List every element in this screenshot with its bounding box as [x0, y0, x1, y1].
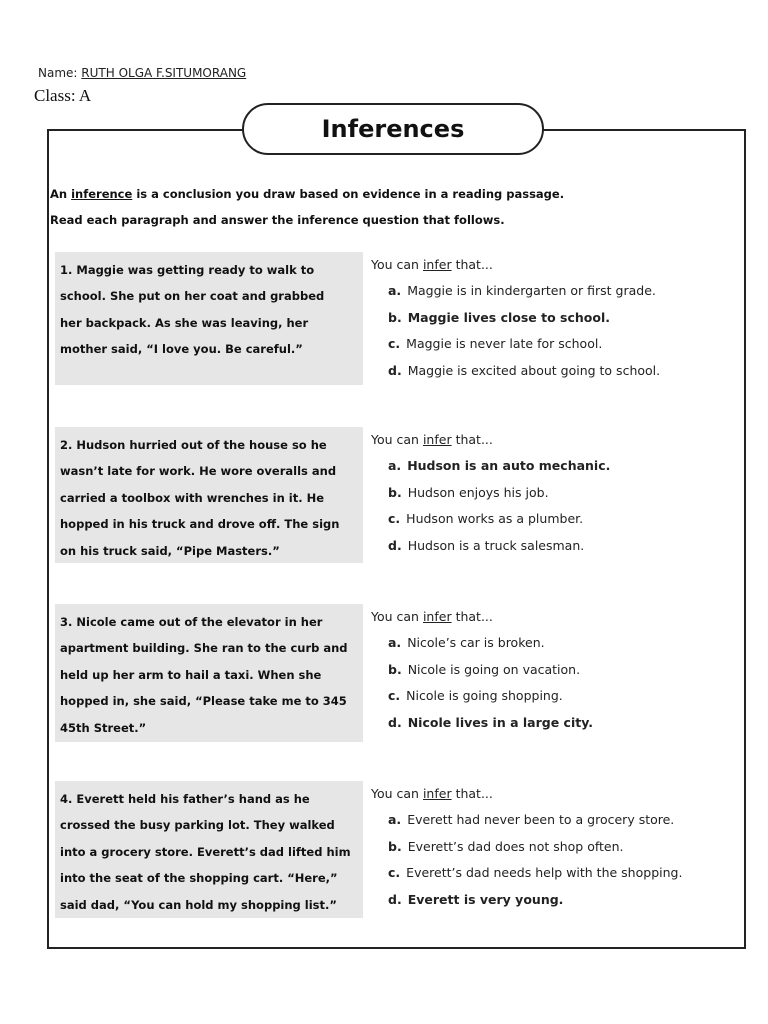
- answer-option-b[interactable]: [371, 305, 741, 331]
- passage-line: wasn’t late for work. He wore overalls and: [60, 464, 337, 479]
- title-banner: [242, 103, 544, 155]
- option-letter: c.: [388, 336, 401, 352]
- option-text: Nicole lives in a large city.: [407, 714, 593, 730]
- option-letter: a.: [388, 458, 402, 474]
- option-text: Everett’s dad does not shop often.: [407, 838, 624, 854]
- prompt-suffix: that...: [451, 786, 493, 801]
- answer-option-a[interactable]: [371, 453, 741, 479]
- answer-option-b[interactable]: [371, 657, 741, 683]
- option-letter: d.: [388, 537, 402, 553]
- answer-option-c[interactable]: [371, 860, 741, 886]
- passage-line: into a grocery store. Everett’s dad lifted him: [60, 844, 351, 859]
- option-text: Maggie is excited about going to school.: [407, 362, 661, 378]
- option-letter: a.: [388, 812, 402, 828]
- passage-line: her backpack. As she was leaving, her: [60, 315, 309, 330]
- option-text: Everett is very young.: [407, 891, 564, 907]
- passage-line: crossed the busy parking lot. They walked: [60, 818, 335, 833]
- passage-line: hopped in, she said, “Please take me to 345: [60, 694, 347, 709]
- option-text: Maggie is in kindergarten or first grade.: [407, 283, 656, 299]
- option-text: Hudson works as a plumber.: [406, 511, 584, 527]
- option-letter: b.: [388, 661, 402, 677]
- intro-line-2: Read each paragraph and answer the inference question that follows.: [50, 213, 505, 227]
- answer-option-b[interactable]: [371, 480, 741, 506]
- prompt-suffix: that...: [451, 609, 493, 624]
- option-letter: a.: [388, 635, 402, 651]
- passage-line: 3. Nicole came out of the elevator in her: [60, 615, 323, 629]
- question-block-1: [371, 252, 741, 384]
- option-text: Maggie lives close to school.: [407, 309, 610, 325]
- answer-option-d[interactable]: [371, 533, 741, 559]
- passage-box-4: [55, 781, 363, 918]
- student-name-value: RUTH OLGA F.SITUMORANG: [81, 66, 247, 80]
- intro-suffix: is a conclusion you draw based on evidence in a reading passage.: [132, 187, 565, 201]
- passage-line: 2. Hudson hurried out of the house so he: [60, 438, 327, 452]
- prompt-prefix: You can: [371, 432, 423, 447]
- student-name-line: [38, 66, 246, 80]
- answer-option-d[interactable]: [371, 358, 741, 384]
- option-letter: d.: [388, 891, 402, 907]
- prompt-prefix: You can: [371, 609, 423, 624]
- prompt-term: infer: [422, 609, 452, 624]
- option-text: Maggie is never late for school.: [406, 336, 603, 352]
- passage-box-1: [55, 252, 363, 385]
- prompt-suffix: that...: [451, 257, 493, 272]
- prompt-prefix: You can: [371, 786, 423, 801]
- passage-line: 1. Maggie was getting ready to walk to: [60, 263, 315, 277]
- option-letter: d.: [388, 714, 402, 730]
- option-text: Hudson is an auto mechanic.: [407, 458, 611, 474]
- passage-line: 45th Street.”: [60, 720, 147, 735]
- passage-line: apartment building. She ran to the curb and: [60, 641, 348, 656]
- option-text: Nicole’s car is broken.: [407, 635, 545, 651]
- prompt-term: infer: [422, 786, 452, 801]
- option-text: Hudson enjoys his job.: [407, 484, 549, 500]
- intro-term: inference: [71, 187, 133, 201]
- page-title: Inferences: [321, 115, 465, 143]
- question-block-2: [371, 427, 741, 559]
- answer-option-c[interactable]: [371, 683, 741, 709]
- answer-option-d[interactable]: [371, 887, 741, 913]
- option-text: Hudson is a truck salesman.: [407, 537, 585, 553]
- intro-line-1: [50, 187, 564, 201]
- passage-line: said dad, “You can hold my shopping list.”: [60, 897, 337, 912]
- option-letter: c.: [388, 865, 401, 881]
- passage-line: held up her arm to hail a taxi. When she: [60, 667, 322, 682]
- answer-option-a[interactable]: [371, 630, 741, 656]
- option-letter: b.: [388, 838, 402, 854]
- answer-option-a[interactable]: [371, 278, 741, 304]
- name-label: Name:: [38, 66, 78, 80]
- answer-option-c[interactable]: [371, 506, 741, 532]
- answer-option-b[interactable]: [371, 834, 741, 860]
- prompt-suffix: that...: [451, 432, 493, 447]
- passage-box-2: [55, 427, 363, 563]
- question-prompt: [371, 781, 741, 807]
- passage-line: into the seat of the shopping cart. “Here,”: [60, 871, 338, 886]
- passage-box-3: [55, 604, 363, 742]
- option-letter: b.: [388, 484, 402, 500]
- prompt-prefix: You can: [371, 257, 423, 272]
- question-prompt: [371, 604, 741, 630]
- option-letter: d.: [388, 362, 402, 378]
- question-prompt: [371, 252, 741, 278]
- option-letter: c.: [388, 511, 401, 527]
- option-text: Everett’s dad needs help with the shopping.: [406, 865, 683, 881]
- passage-line: on his truck said, “Pipe Masters.”: [60, 543, 280, 558]
- prompt-term: infer: [422, 257, 452, 272]
- question-block-4: [371, 781, 741, 913]
- intro-prefix: An: [50, 187, 72, 201]
- answer-option-c[interactable]: [371, 331, 741, 357]
- option-text: Nicole is going on vacation.: [407, 661, 581, 677]
- answer-option-a[interactable]: [371, 807, 741, 833]
- passage-line: mother said, “I love you. Be careful.”: [60, 342, 303, 357]
- passage-line: school. She put on her coat and grabbed: [60, 289, 325, 304]
- answer-option-d[interactable]: [371, 710, 741, 736]
- passage-line: 4. Everett held his father’s hand as he: [60, 792, 310, 806]
- option-letter: c.: [388, 688, 401, 704]
- passage-line: carried a toolbox with wrenches in it. He: [60, 490, 325, 505]
- passage-line: hopped in his truck and drove off. The sign: [60, 517, 340, 532]
- class-line: Class: A: [34, 86, 92, 105]
- prompt-term: infer: [422, 432, 452, 447]
- question-prompt: [371, 427, 741, 453]
- option-letter: a.: [388, 283, 402, 299]
- question-block-3: [371, 604, 741, 736]
- option-text: Everett had never been to a grocery store.: [407, 812, 675, 828]
- option-letter: b.: [388, 309, 402, 325]
- option-text: Nicole is going shopping.: [406, 688, 563, 704]
